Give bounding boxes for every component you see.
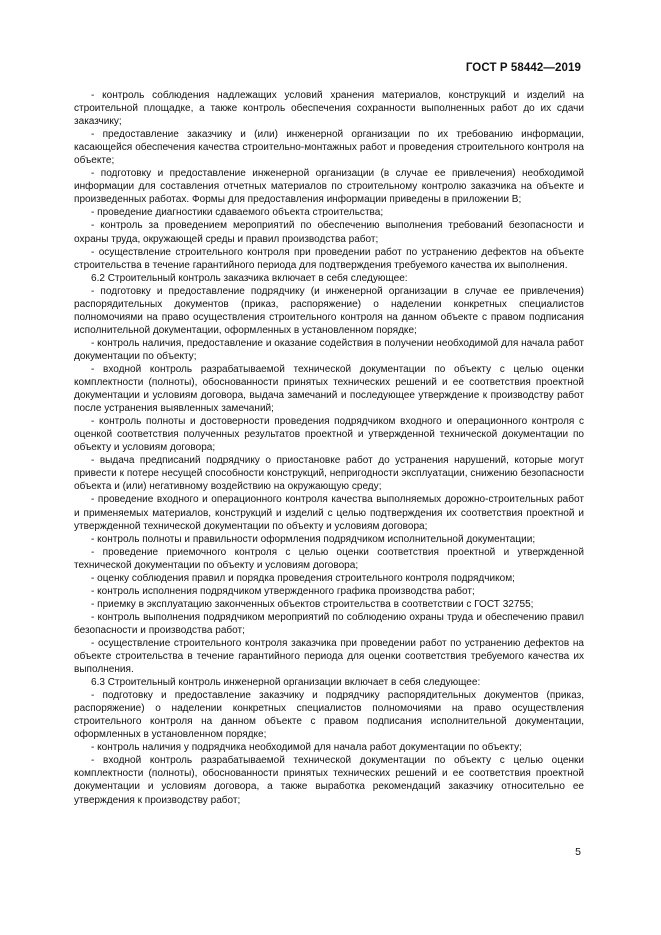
list-item: - оценку соблюдения правил и порядка проведения строительного контроля подрядчиком; [91, 572, 515, 584]
list-item: - контроль соблюдения надлежащих условий хранения материалов, конструкций и изделий на строительной площадке, а также контроль обеспечения сохранности выполненных работ до их сдачи заказчику; [74, 90, 584, 128]
list-item: - контроль наличия у подрядчика необходимой для начала работ документации по объекту; [91, 742, 522, 754]
list-item: - осуществление строительного контроля при проведении работ по устранению дефектов на объекте строительства в течение гарантийного периода для подтверждения требуемого качества их выполнения. [74, 246, 584, 271]
list-item: - осуществление строительного контроля заказчика при проведении работ по устранению дефектов на объекте строительства в течение гарантийного периода для оценки соответствия требуемого качества их выполнения. [74, 637, 584, 676]
list-item: - проведение диагностики сдаваемого объекта строительства; [91, 207, 384, 219]
list-item: - входной контроль разрабатываемой технической документации по объекту с целью оценки комплектности (полноты), обоснованности принятых технических решений и ее соответствия проектной документации и условиям договора, выдача замечаний и последующее утверждение к производству работ после устранения выявленных замечаний; [74, 363, 584, 415]
section-heading-6-3: 6.3 Строительный контроль инженерной организации включает в себя следующее: [91, 677, 481, 689]
section-heading-6-2: 6.2 Строительный контроль заказчика включает в себя следующее: [91, 272, 408, 284]
list-item: - выдача предписаний подрядчику о приостановке работ до устранения нарушений, которые могут привести к потере несущей способности конструкций, непригодности эксплуатации, снижению безопасности объекта и (или) негативному воздействию на окружающую среду; [74, 455, 584, 493]
list-item: - входной контроль разрабатываемой технической документации по объекту с целью оценки комплектности (полноты), обоснованности принятых технических решений и ее соответствия проектной документации и условиям договора, а также выработка рекомендаций заказчику относительно ее утверждения к производству работ; [74, 755, 584, 806]
list-item: - предоставление заказчику и (или) инженерной организации по их требованию информации, касающейся обеспечения качества строительно-монтажных работ и проведения строительного контроля на объекте; [74, 129, 584, 167]
list-item: - приемку в эксплуатацию законченных объектов строительства в соответствии с ГОСТ 32755; [91, 598, 534, 610]
list-item: - подготовку и предоставление подрядчику (и инженерной организации в случае ее привлечения) распорядительных документов (приказ, распоряжение) о наделении конкретных специалистов полномочиями на право осуществления строительного контроля на данном объекте с правом подписания исполнительной документации, оформленных в установленном порядке; [74, 285, 584, 336]
list-item: - контроль полноты и достоверности проведения подрядчиком входного и операционного контроля с оценкой соответствия полученных результатов проектной и утвержденной технической документации по объекту и условиям договора; [74, 416, 584, 454]
list-item: - контроль исполнения подрядчиком утвержденного графика производства работ; [91, 585, 475, 597]
list-item: - проведение приемочного контроля с целью оценки соответствия проектной и утвержденной технической документации по объекту и условиям договора; [74, 546, 584, 571]
list-item: - контроль наличия, предоставление и оказание содействия в получении необходимой для начала работ документации по объекту; [74, 337, 584, 362]
list-item: - проведение входного и операционного контроля качества выполняемых дорожно-строительных работ и применяемых материалов, конструкций и изделий с целью подтверждения их соответствия проектной и утвержденной технической документации по объекту и условиям договора; [74, 494, 584, 532]
list-item: - контроль за проведением мероприятий по обеспечению выполнения требований безопасности и охраны труда, окружающей среды и правил производства работ; [74, 220, 584, 245]
document-body [74, 89, 584, 807]
page-number: 5 [575, 846, 581, 858]
list-item: - контроль полноты и правильности оформления подрядчиком исполнительной документации; [91, 533, 536, 545]
list-item: - подготовку и предоставление инженерной организации (в случае ее привлечения) необходимой информации для составления отчетных материалов по строительному контролю заказчика на объекте и произведенных работах. Формы для предоставления информации приведены в приложении В; [74, 168, 584, 206]
list-item: - контроль выполнения подрядчиком мероприятий по соблюдению охраны труда и обеспечению правил безопасности и производства работ; [74, 611, 584, 636]
list-item: - подготовку и предоставление заказчику и подрядчику распорядительных документов (приказ, распоряжение) о наделении конкретных специалистов полномочиями на право осуществления строительного контроля на данном объекте с правом подписания исполнительной документации, оформленных в установленном порядке; [74, 690, 584, 741]
standard-designation: ГОСТ Р 58442—2019 [465, 62, 581, 74]
